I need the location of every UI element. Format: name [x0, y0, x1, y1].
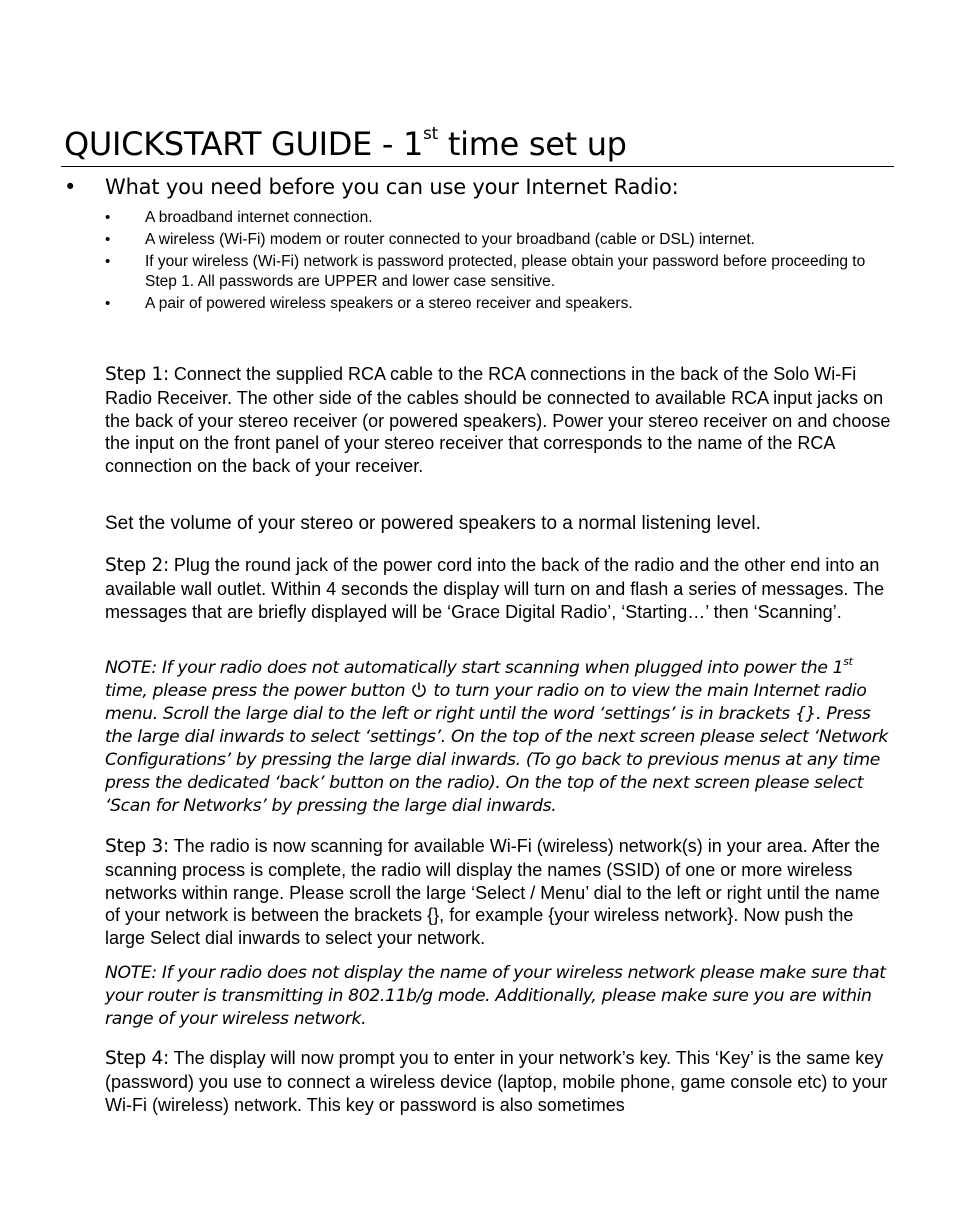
list-item	[105, 208, 895, 228]
heading-bullet: •	[64, 175, 77, 199]
volume-paragraph	[105, 513, 895, 536]
note1-text-part3: to turn your radio on to view the main Internet radio menu. Scroll the large dial to the left or right until the word ‘settings’ is in brackets {}. Press the large dial inwards to select ‘settings’. On the top of the next screen please select ‘Network Configurations’ by pressing the large dial inwards. (To go back to previous menus at any time press the dedicated ‘back’ button on the radio). On the top of the next screen please select ‘Scan for Networks’ by pressing the large dial inwards.	[105, 681, 889, 816]
list-item	[105, 294, 895, 314]
title-superscript: st	[423, 124, 438, 144]
step3-paragraph	[105, 835, 895, 950]
title-suffix: time set up	[437, 125, 627, 163]
step3-text: The radio is now scanning for available Wi-Fi (wireless) network(s) in your area. After the scanning process is complete, the radio will display the names (SSID) of one or more wireless networks within range. Please scroll the large ‘Select / Menu’ dial to the left or right until the name of your network is between the brackets {}, for example {your wireless network}. Now push the large Select dial inwards to select your network.	[105, 836, 880, 949]
list-item-text: A pair of powered wireless speakers or a stereo receiver and speakers.	[145, 295, 633, 312]
note2-text: NOTE: If your radio does not display the name of your wireless network please make sure that your router is transmitting in 802.11b/g mode. Additionally, please make sure you are within range of your wireless network.	[105, 963, 886, 1029]
title-underline	[61, 166, 894, 167]
step2-label: Step 2:	[105, 555, 169, 576]
page-title	[64, 124, 894, 164]
step4-label: Step 4:	[105, 1048, 169, 1069]
power-icon	[410, 682, 428, 698]
step3-label: Step 3:	[105, 836, 169, 857]
bullet: •	[105, 253, 111, 270]
note2-paragraph	[105, 962, 895, 1031]
note1-paragraph	[105, 657, 895, 818]
note1-text-part1: NOTE: If your radio does not automatically start scanning when plugged into power the 1	[105, 658, 844, 678]
bullet: •	[105, 231, 111, 248]
bullet: •	[105, 295, 111, 312]
step1-text: Connect the supplied RCA cable to the RCA connections in the back of the Solo Wi-Fi Radio Receiver. The other side of the cables should be connected to available RCA input jacks on the back of your stereo receiver (or powered speakers). Power your stereo receiver on and choose the input on the front panel of your stereo receiver that corresponds to the name of the RCA connection on the back of your receiver.	[105, 364, 891, 477]
list-item	[105, 230, 895, 250]
step4-text: The display will now prompt you to enter in your network’s key. This ‘Key’ is the same key (password) you use to connect a wireless device (laptop, mobile phone, game console etc) to your Wi-Fi (wireless) network. This key or password is also sometimes	[105, 1048, 888, 1115]
note1-text-part2: time, please press the power button	[105, 681, 411, 701]
step1-label: Step 1:	[105, 364, 169, 385]
list-item-text: If your wireless (Wi-Fi) network is password protected, please obtain your password before proceeding to Step 1. All passwords are UPPER and lower case sensitive.	[145, 253, 866, 290]
step4-paragraph	[105, 1047, 895, 1116]
step2-text: Plug the round jack of the power cord into the back of the radio and the other end into an available wall outlet. Within 4 seconds the display will turn on and flash a series of messages. The messages that are briefly displayed will be ‘Grace Digital Radio’, ‘Starting…’ then ‘Scanning’.	[105, 555, 885, 622]
needs-heading-text: What you need before you can use your Internet Radio:	[105, 175, 679, 199]
list-item-text: A broadband internet connection.	[145, 209, 373, 226]
list-item	[105, 252, 895, 292]
bullet: •	[105, 209, 111, 226]
list-item-text: A wireless (Wi-Fi) modem or router connected to your broadband (cable or DSL) internet.	[145, 231, 755, 248]
step2-paragraph	[105, 554, 895, 623]
volume-text: Set the volume of your stereo or powered speakers to a normal listening level.	[105, 513, 761, 534]
title-prefix: QUICKSTART GUIDE - 1	[64, 125, 424, 163]
note1-superscript: st	[843, 655, 853, 668]
step1-paragraph	[105, 363, 895, 478]
needs-list	[105, 208, 895, 316]
